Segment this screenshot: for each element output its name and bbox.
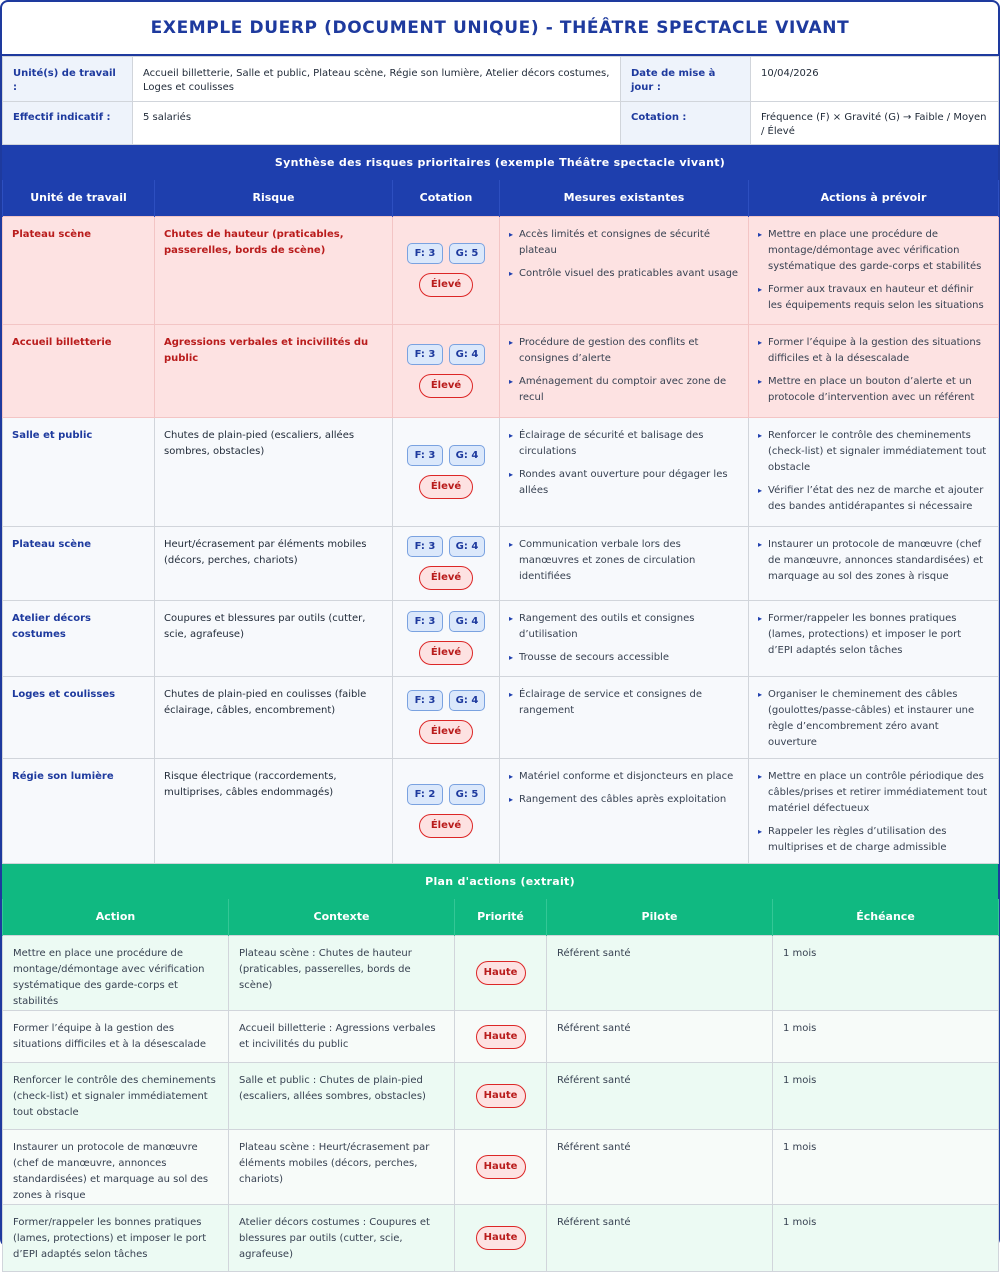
plan-due: 1 mois (773, 1063, 999, 1130)
action-item: ▸ Mettre en place un contrôle périodique des câbles/prises et retirer immédiatement tout matériel défectueux (758, 769, 989, 817)
existing-measures (500, 600, 749, 676)
action-item: ▸ Rappeler les règles d’utilisation des multiprises et de charge admissible (758, 824, 989, 856)
risk-level-badge: Élevé (419, 374, 473, 398)
col-header-measures: Mesures existantes (500, 180, 749, 216)
plan-pilot: Référent santé (547, 1011, 773, 1063)
action-item: ▸ Former l’équipe à la gestion des situations difficiles et à la désescalade (758, 335, 989, 367)
gravity-badge: G: 5 (449, 243, 485, 264)
measures-list (509, 335, 739, 406)
risk-unit: Salle et public (3, 417, 155, 526)
risk-cotation (393, 526, 500, 600)
frequency-badge: F: 3 (407, 690, 443, 711)
priority-badge: Haute (476, 1084, 526, 1108)
plan-context: Salle et public : Chutes de plain-pied (escaliers, allées sombres, obstacles) (229, 1063, 455, 1130)
measures-list (509, 769, 739, 808)
existing-measures (500, 758, 749, 863)
col-header-context: Contexte (229, 899, 455, 936)
actions-list (758, 335, 989, 406)
plan-pilot: Référent santé (547, 1205, 773, 1272)
actions-list (758, 537, 989, 585)
plan-title-band (2, 864, 998, 899)
planned-actions (749, 216, 999, 324)
action-plan-table (2, 899, 999, 1272)
priority-badge: Haute (476, 1226, 526, 1250)
risk-cotation (393, 676, 500, 758)
info-row (3, 102, 999, 145)
plan-priority (455, 1063, 547, 1130)
risk-unit: Régie son lumière (3, 758, 155, 863)
frequency-badge: F: 3 (407, 243, 443, 264)
planned-actions (749, 676, 999, 758)
plan-action: Renforcer le contrôle des cheminements (check-list) et signaler immédiatement tout obstacle (3, 1063, 229, 1130)
risk-unit: Plateau scène (3, 216, 155, 324)
measures-list (509, 227, 739, 282)
plan-action: Mettre en place une procédure de montage/démontage avec vérification systématique des garde-corps et stabilités (3, 936, 229, 1011)
plan-header-row (3, 899, 999, 936)
col-header-priority: Priorité (455, 899, 547, 936)
plan-context: Atelier décors costumes : Coupures et blessures par outils (cutter, scie, agrafeuse) (229, 1205, 455, 1272)
gravity-badge: G: 4 (449, 536, 485, 557)
risk-unit: Plateau scène (3, 526, 155, 600)
plan-action: Former l’équipe à la gestion des situations difficiles et à la désescalade (3, 1011, 229, 1063)
measure-item: ▸ Contrôle visuel des praticables avant usage (509, 266, 739, 282)
measure-item: ▸ Communication verbale lors des manœuvres et zones de circulation identifiées (509, 537, 739, 585)
planned-actions (749, 600, 999, 676)
risk-row (3, 526, 999, 600)
actions-list (758, 769, 989, 856)
info-row (3, 57, 999, 102)
cotation-pills (393, 784, 499, 805)
risk-level-badge: Élevé (419, 641, 473, 665)
risk-unit: Loges et coulisses (3, 676, 155, 758)
action-plan-body (3, 936, 999, 1272)
risk-cotation (393, 600, 500, 676)
plan-pilot: Référent santé (547, 936, 773, 1011)
actions-list (758, 428, 989, 515)
plan-title: Plan d'actions (extrait) (425, 875, 575, 888)
measure-item: ▸ Trousse de secours accessible (509, 650, 739, 666)
cotation-value: Fréquence (F) × Gravité (G) → Faible / Moyen / Élevé (751, 102, 999, 145)
risk-level-badge: Élevé (419, 566, 473, 590)
plan-row (3, 1205, 999, 1272)
plan-context: Accueil billetterie : Agressions verbales et incivilités du public (229, 1011, 455, 1063)
risk-name: Risque électrique (raccordements, multiprises, câbles endommagés) (155, 758, 393, 863)
risk-unit: Atelier décors costumes (3, 600, 155, 676)
gravity-badge: G: 4 (449, 611, 485, 632)
existing-measures (500, 417, 749, 526)
cotation-label: Cotation : (621, 102, 751, 145)
risk-name: Heurt/écrasement par éléments mobiles (décors, perches, chariots) (155, 526, 393, 600)
actions-list (758, 227, 989, 314)
planned-actions (749, 758, 999, 863)
plan-row (3, 936, 999, 1011)
document-title: EXEMPLE DUERP (DOCUMENT UNIQUE) - THÉÂTRE SPECTACLE VIVANT (151, 18, 850, 38)
plan-priority (455, 1011, 547, 1063)
plan-pilot: Référent santé (547, 1130, 773, 1205)
planned-actions (749, 324, 999, 417)
plan-priority (455, 1205, 547, 1272)
gravity-badge: G: 4 (449, 344, 485, 365)
plan-row (3, 1130, 999, 1205)
risk-name: Chutes de hauteur (praticables, passerelles, bords de scène) (155, 216, 393, 324)
risk-name: Chutes de plain-pied (escaliers, allées sombres, obstacles) (155, 417, 393, 526)
risk-row (3, 216, 999, 324)
col-header-risk: Risque (155, 180, 393, 216)
col-header-unit: Unité de travail (3, 180, 155, 216)
planned-actions (749, 526, 999, 600)
frequency-badge: F: 3 (407, 536, 443, 557)
measure-item: ▸ Aménagement du comptoir avec zone de recul (509, 374, 739, 406)
plan-action: Instaurer un protocole de manœuvre (chef de manœuvre, annonces standardisées) et marquage au sol des zones à risque (3, 1130, 229, 1205)
cotation-pills (393, 611, 499, 632)
plan-action: Former/rappeler les bonnes pratiques (lames, protections) et imposer le port d’EPI adaptés selon tâches (3, 1205, 229, 1272)
col-header-due: Échéance (773, 899, 999, 936)
risk-cotation (393, 216, 500, 324)
actions-list (758, 611, 989, 659)
risk-cotation (393, 417, 500, 526)
synthese-title: Synthèse des risques prioritaires (exemple Théâtre spectacle vivant) (275, 156, 725, 169)
risk-level-badge: Élevé (419, 720, 473, 744)
action-item: ▸ Instaurer un protocole de manœuvre (chef de manœuvre, annonces standardisées) et marquage au sol des zones à risque (758, 537, 989, 585)
col-header-pilot: Pilote (547, 899, 773, 936)
units-label: Unité(s) de travail : (3, 57, 133, 102)
action-item: ▸ Renforcer le contrôle des cheminements (check-list) et signaler immédiatement tout obstacle (758, 428, 989, 476)
action-item: ▸ Mettre en place un bouton d’alerte et un protocole d’intervention avec un référent (758, 374, 989, 406)
plan-priority (455, 936, 547, 1011)
col-header-cotation: Cotation (393, 180, 500, 216)
document-title-bar (2, 2, 998, 56)
plan-pilot: Référent santé (547, 1063, 773, 1130)
priority-badge: Haute (476, 1025, 526, 1049)
plan-context: Plateau scène : Chutes de hauteur (praticables, passerelles, bords de scène) (229, 936, 455, 1011)
plan-due: 1 mois (773, 1130, 999, 1205)
risk-table-body (3, 216, 999, 863)
cotation-pills (393, 243, 499, 264)
risk-name: Agressions verbales et incivilités du public (155, 324, 393, 417)
risk-cotation (393, 324, 500, 417)
priority-badge: Haute (476, 961, 526, 985)
risk-level-badge: Élevé (419, 814, 473, 838)
info-table (2, 56, 999, 145)
frequency-badge: F: 3 (407, 445, 443, 466)
gravity-badge: G: 4 (449, 690, 485, 711)
measures-list (509, 537, 739, 585)
cotation-pills (393, 690, 499, 711)
existing-measures (500, 216, 749, 324)
frequency-badge: F: 2 (407, 784, 443, 805)
units-value: Accueil billetterie, Salle et public, Plateau scène, Régie son lumière, Atelier décors costumes, Loges et coulisses (133, 57, 621, 102)
cotation-pills (393, 536, 499, 557)
measure-item: ▸ Procédure de gestion des conflits et consignes d’alerte (509, 335, 739, 367)
measure-item: ▸ Matériel conforme et disjoncteurs en place (509, 769, 739, 785)
staff-value: 5 salariés (133, 102, 621, 145)
measures-list (509, 687, 739, 719)
plan-due: 1 mois (773, 1205, 999, 1272)
actions-list (758, 687, 989, 751)
measure-item: ▸ Rangement des câbles après exploitation (509, 792, 739, 808)
plan-due: 1 mois (773, 1011, 999, 1063)
risk-header-row (3, 180, 999, 216)
risk-row (3, 324, 999, 417)
measure-item: ▸ Éclairage de service et consignes de rangement (509, 687, 739, 719)
risk-row (3, 600, 999, 676)
gravity-badge: G: 5 (449, 784, 485, 805)
risk-name: Chutes de plain-pied en coulisses (faible éclairage, câbles, encombrement) (155, 676, 393, 758)
risk-row (3, 417, 999, 526)
frequency-badge: F: 3 (407, 344, 443, 365)
risk-cotation (393, 758, 500, 863)
cotation-pills (393, 445, 499, 466)
measure-item: ▸ Rondes avant ouverture pour dégager les allées (509, 467, 739, 499)
staff-label: Effectif indicatif : (3, 102, 133, 145)
risk-level-badge: Élevé (419, 475, 473, 499)
plan-due: 1 mois (773, 936, 999, 1011)
action-item: ▸ Mettre en place une procédure de montage/démontage avec vérification systématique des garde-corps et stabilités (758, 227, 989, 275)
action-item: ▸ Vérifier l’état des nez de marche et ajouter des bandes antidérapantes si nécessaire (758, 483, 989, 515)
plan-row (3, 1011, 999, 1063)
plan-row (3, 1063, 999, 1130)
measure-item: ▸ Rangement des outils et consignes d’utilisation (509, 611, 739, 643)
col-header-actions: Actions à prévoir (749, 180, 999, 216)
priority-badge: Haute (476, 1155, 526, 1179)
risk-level-badge: Élevé (419, 273, 473, 297)
cotation-pills (393, 344, 499, 365)
action-item: ▸ Organiser le cheminement des câbles (goulottes/passe-câbles) et instaurer une règle d’encombrement zéro avant ouverture (758, 687, 989, 751)
measures-list (509, 611, 739, 666)
existing-measures (500, 676, 749, 758)
date-label: Date de mise à jour : (621, 57, 751, 102)
synthese-title-band (2, 145, 998, 180)
plan-context: Plateau scène : Heurt/écrasement par éléments mobiles (décors, perches, chariots) (229, 1130, 455, 1205)
measure-item: ▸ Accès limités et consignes de sécurité plateau (509, 227, 739, 259)
risk-row (3, 676, 999, 758)
planned-actions (749, 417, 999, 526)
frequency-badge: F: 3 (407, 611, 443, 632)
gravity-badge: G: 4 (449, 445, 485, 466)
existing-measures (500, 526, 749, 600)
measures-list (509, 428, 739, 499)
existing-measures (500, 324, 749, 417)
col-header-action: Action (3, 899, 229, 936)
risk-table (2, 180, 999, 864)
action-item: ▸ Former aux travaux en hauteur et définir les équipements requis selon les situations (758, 282, 989, 314)
action-item: ▸ Former/rappeler les bonnes pratiques (lames, protections) et imposer le port d’EPI adaptés selon tâches (758, 611, 989, 659)
date-value: 10/04/2026 (751, 57, 999, 102)
risk-unit: Accueil billetterie (3, 324, 155, 417)
measure-item: ▸ Éclairage de sécurité et balisage des circulations (509, 428, 739, 460)
risk-row (3, 758, 999, 863)
risk-name: Coupures et blessures par outils (cutter, scie, agrafeuse) (155, 600, 393, 676)
plan-priority (455, 1130, 547, 1205)
